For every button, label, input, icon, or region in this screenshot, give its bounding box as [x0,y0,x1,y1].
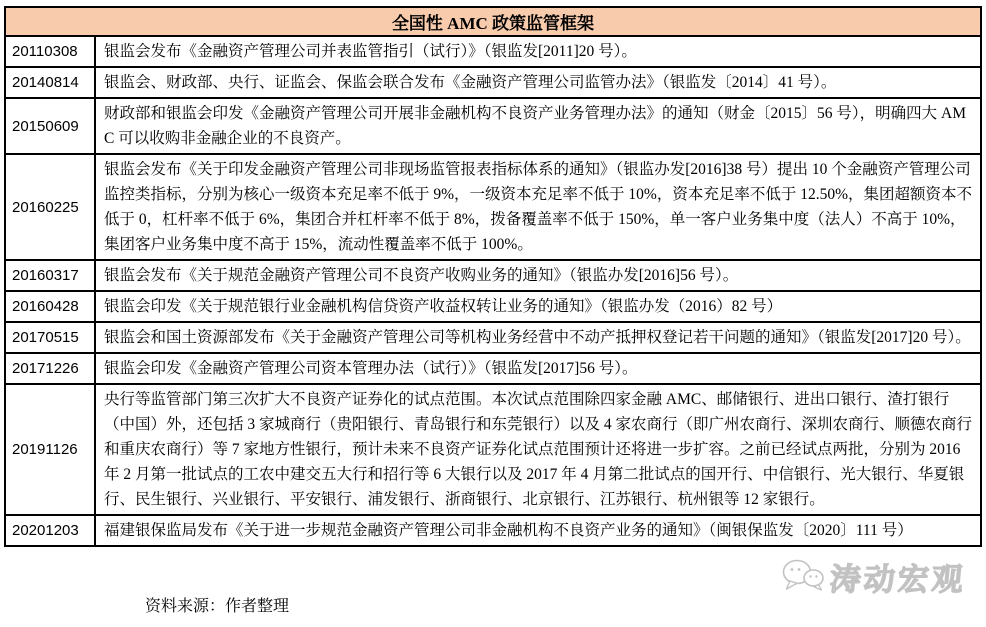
table-header-row [5,7,981,36]
row-date: 20171226 [5,353,95,384]
row-content: 银监会发布《关于印发金融资产管理公司非现场监管报表指标体系的通知》（银监办发[2016]38 号）提出 10 个金融资产管理公司监控类指标，分别为核心一级资本充足率不低于 9%，一级资本充足率不低于 10%，资本充足率不低于 12.50%，集团超额资本不低于 0，杠杆率不低于 6%，集团合并杠杆率不低于 8%，拨备覆盖率不低于 150%，单一客户业务集中度（法人）不高于 10%，集团客户业务集中度不高于 15%，流动性覆盖率不低于 100%。 [95,154,981,260]
wechat-icon [781,557,825,597]
row-content: 福建银保监局发布《关于进一步规范金融资产管理公司非金融机构不良资产业务的通知》（闽银保监发〔2020〕111 号） [95,515,981,546]
table-title: 全国性 AMC 政策监管框架 [5,7,981,36]
row-date: 20191126 [5,384,95,515]
row-date: 20140814 [5,67,95,98]
table-row [5,154,981,260]
table-row [5,36,981,67]
row-content: 央行等监管部门第三次扩大不良资产证券化的试点范围。本次试点范围除四家金融 AMC、邮储银行、进出口银行、渣打银行（中国）外，还包括 3 家城商行（贵阳银行、青岛银行和东莞银行）以及 4 家农商行（即广州农商行、深圳农商行、顺德农商行和重庆农商行）等 7 家地方性银行，预计未来不良资产证券化试点范围预计还将进一步扩容。之前已经试点两批，分别为 2016 年 2 月第一批试点的工农中建交五大行和招行等 6 大银行以及 2017 年 4 月第二批试点的国开行、中信银行、光大银行、华夏银行、民生银行、兴业银行、平安银行、浦发银行、浙商银行、北京银行、江苏银行、杭州银等 12 家银行。 [95,384,981,515]
row-date: 20110308 [5,36,95,67]
row-content: 银监会发布《金融资产管理公司并表监管指引（试行）》（银监发[2011]20 号）。 [95,36,981,67]
row-date: 20160225 [5,154,95,260]
row-content: 银监会和国土资源部发布《关于金融资产管理公司等机构业务经营中不动产抵押权登记若干问题的通知》（银监发[2017]20 号）。 [95,322,981,353]
table-row [5,291,981,322]
table-row [5,515,981,546]
watermark-text: 涛动宏观 [828,562,968,597]
source-note: 资料来源：作者整理 [145,598,290,615]
row-date: 20160428 [5,291,95,322]
table-row [5,384,981,515]
row-content: 银监会、财政部、央行、证监会、保监会联合发布《金融资产管理公司监管办法》（银监发〔2014〕41 号）。 [95,67,981,98]
row-date: 20201203 [5,515,95,546]
row-date: 20160317 [5,260,95,291]
row-content: 财政部和银监会印发《金融资产管理公司开展非金融机构不良资产业务管理办法》的通知（财金〔2015〕56 号），明确四大 AMC 可以收购非金融企业的不良资产。 [95,98,981,154]
row-date: 20150609 [5,98,95,154]
row-content: 银监会发布《关于规范金融资产管理公司不良资产收购业务的通知》（银监办发[2016]56 号）。 [95,260,981,291]
table-row [5,67,981,98]
table-row [5,260,981,291]
row-date: 20170515 [5,322,95,353]
table-row [5,98,981,154]
watermark [781,554,966,599]
table-row [5,322,981,353]
row-content: 银监会印发《金融资产管理公司资本管理办法（试行）》（银监发[2017]56 号）。 [95,353,981,384]
amc-policy-table [4,6,982,547]
table-row [5,353,981,384]
row-content: 银监会印发《关于规范银行业金融机构信贷资产收益权转让业务的通知》（银监办发（2016）82 号） [95,291,981,322]
